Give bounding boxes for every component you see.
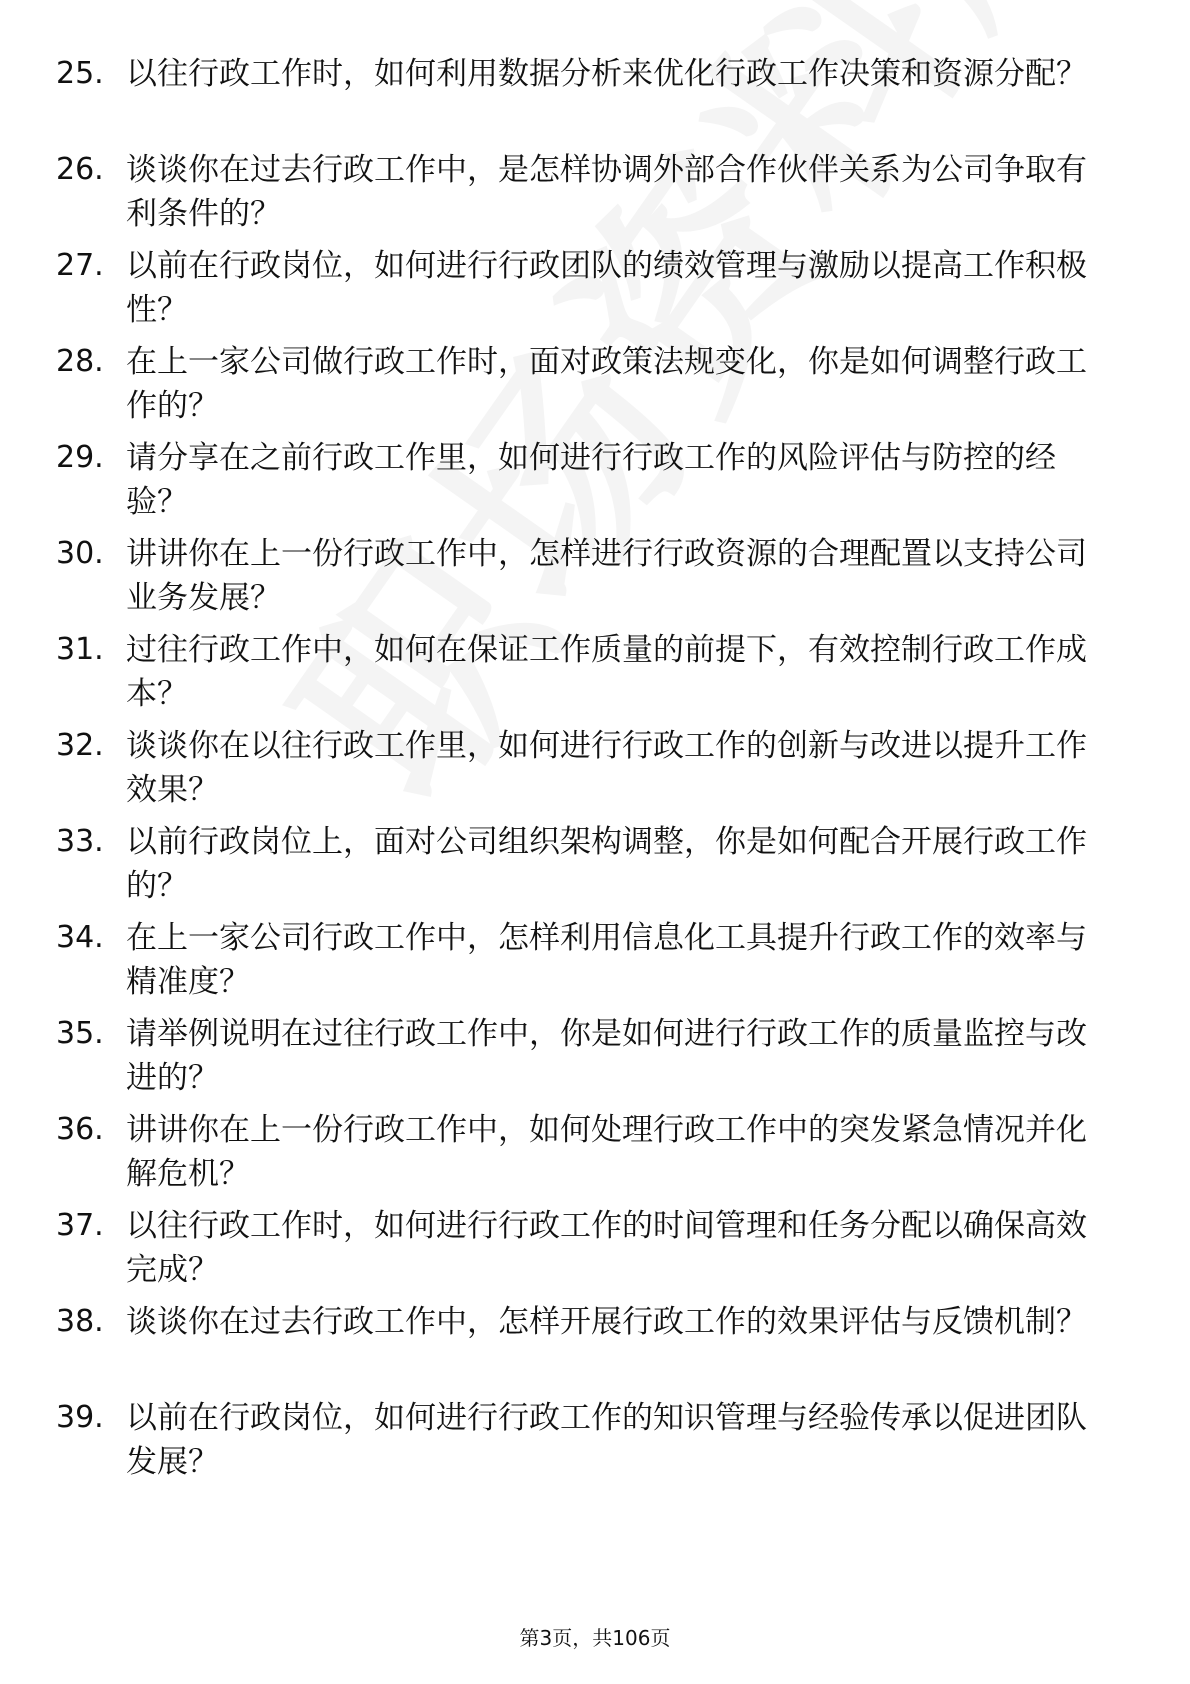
question-item bbox=[0, 916, 1190, 1012]
question-number: 30. bbox=[56, 536, 104, 571]
question-number: 34. bbox=[56, 920, 104, 955]
question-item bbox=[0, 1012, 1190, 1108]
question-text: 谈谈你在过去行政工作中，怎样开展行政工作的效果评估与反馈机制？ bbox=[126, 1304, 1087, 1340]
page-footer: 第3页，共106页 bbox=[519, 1626, 671, 1650]
question-text: 以前行政岗位上，面对公司组织架构调整，你是如何配合开展行政工作的？ bbox=[126, 824, 1087, 904]
question-number: 31. bbox=[56, 632, 104, 667]
question-text: 谈谈你在以往行政工作里，如何进行行政工作的创新与改进以提升工作效果？ bbox=[126, 728, 1087, 808]
question-number: 38. bbox=[56, 1304, 104, 1339]
question-number: 33. bbox=[56, 824, 104, 859]
question-text: 请举例说明在过往行政工作中，你是如何进行行政工作的质量监控与改进的？ bbox=[126, 1016, 1087, 1096]
question-item bbox=[0, 724, 1190, 820]
question-text: 在上一家公司行政工作中，怎样利用信息化工具提升行政工作的效率与精准度？ bbox=[126, 920, 1087, 1000]
question-number: 25. bbox=[56, 56, 104, 91]
question-text: 讲讲你在上一份行政工作中，怎样进行行政资源的合理配置以支持公司业务发展？ bbox=[126, 536, 1087, 616]
question-item bbox=[0, 244, 1190, 340]
question-text: 请分享在之前行政工作里，如何进行行政工作的风险评估与防控的经验？ bbox=[126, 440, 1056, 520]
question-text: 以往行政工作时，如何利用数据分析来优化行政工作决策和资源分配？ bbox=[126, 56, 1087, 92]
question-number: 28. bbox=[56, 344, 104, 379]
question-item bbox=[0, 1204, 1190, 1300]
question-text: 谈谈你在过去行政工作中，是怎样协调外部合作伙伴关系为公司争取有利条件的？ bbox=[126, 152, 1087, 232]
question-number: 32. bbox=[56, 728, 104, 763]
question-number: 35. bbox=[56, 1016, 104, 1051]
question-item bbox=[0, 1396, 1190, 1492]
question-text: 过往行政工作中，如何在保证工作质量的前提下，有效控制行政工作成本？ bbox=[126, 632, 1087, 712]
question-item bbox=[0, 628, 1190, 724]
question-text: 在上一家公司做行政工作时，面对政策法规变化，你是如何调整行政工作的？ bbox=[126, 344, 1087, 424]
question-item bbox=[0, 148, 1190, 244]
question-item bbox=[0, 340, 1190, 436]
question-text: 以往行政工作时，如何进行行政工作的时间管理和任务分配以确保高效完成？ bbox=[126, 1208, 1087, 1288]
question-item bbox=[0, 532, 1190, 628]
question-item bbox=[0, 436, 1190, 532]
question-text: 以前在行政岗位，如何进行行政工作的知识管理与经验传承以促进团队发展？ bbox=[126, 1400, 1087, 1480]
question-number: 36. bbox=[56, 1112, 104, 1147]
question-number: 26. bbox=[56, 152, 104, 187]
question-item bbox=[0, 1300, 1190, 1396]
question-number: 29. bbox=[56, 440, 104, 475]
question-text: 以前在行政岗位，如何进行行政团队的绩效管理与激励以提高工作积极性？ bbox=[126, 248, 1087, 328]
question-item bbox=[0, 820, 1190, 916]
question-item bbox=[0, 1108, 1190, 1204]
question-number: 39. bbox=[56, 1400, 104, 1435]
question-number: 37. bbox=[56, 1208, 104, 1243]
question-item bbox=[0, 52, 1190, 148]
question-text: 讲讲你在上一份行政工作中，如何处理行政工作中的突发紧急情况并化解危机？ bbox=[126, 1112, 1087, 1192]
question-number: 27. bbox=[56, 248, 104, 283]
